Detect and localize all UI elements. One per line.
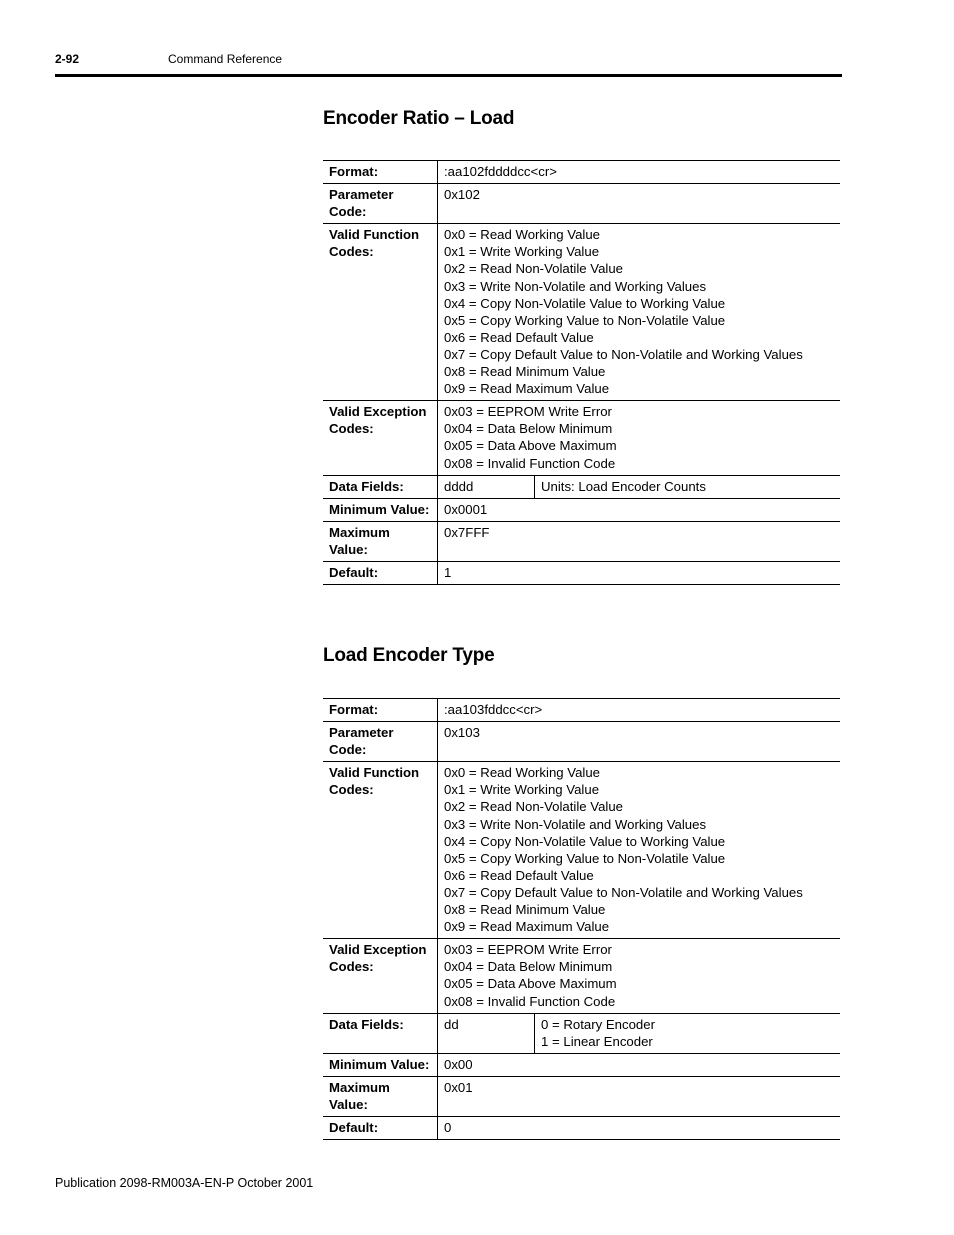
table-row xyxy=(323,1117,840,1140)
section-title-encoder-ratio-load: Encoder Ratio – Load xyxy=(323,108,515,129)
format-value: :aa103fddcc<cr> xyxy=(444,702,543,717)
list-item: 0x1 = Write Working Value xyxy=(444,782,600,798)
format-value: :aa102fddddcc<cr> xyxy=(444,164,557,179)
valid-exception-codes-label: Valid Exception Codes: xyxy=(323,939,438,1013)
running-header-title: Command Reference xyxy=(168,52,283,66)
maximum-value-label: Maximum Value: xyxy=(323,521,438,561)
table-row xyxy=(323,939,840,1013)
valid-function-codes-value xyxy=(438,224,841,401)
valid-exception-codes-value xyxy=(438,939,841,1013)
valid-exception-codes-value xyxy=(438,401,841,475)
table-row xyxy=(323,762,840,939)
list-item: 0x03 = EEPROM Write Error xyxy=(444,404,612,420)
list-item: 0 = Rotary Encoder xyxy=(541,1016,655,1032)
maximum-value-value: 0x01 xyxy=(444,1079,473,1095)
data-fields-field: dddd xyxy=(438,475,535,498)
table-row xyxy=(323,224,840,401)
header-rule xyxy=(55,74,842,77)
list-item: 0x05 = Data Above Maximum xyxy=(444,976,617,992)
format-label: Format: xyxy=(323,699,438,722)
list-item: 0x2 = Read Non-Volatile Value xyxy=(444,799,624,815)
table-row xyxy=(323,498,840,521)
list-item: 0x04 = Data Below Minimum xyxy=(444,959,613,975)
list-item: 0x0 = Read Working Value xyxy=(444,765,601,781)
parameter-code-value: 0x102 xyxy=(444,187,480,203)
list-item: 0x1 = Write Working Value xyxy=(444,244,600,260)
valid-exception-codes-label: Valid Exception Codes: xyxy=(323,401,438,475)
list-item: 0x04 = Data Below Minimum xyxy=(444,421,613,437)
list-item: 0x3 = Write Non-Volatile and Working Values xyxy=(444,816,707,832)
list-item: 0x9 = Read Maximum Value xyxy=(444,919,610,935)
minimum-value-label: Minimum Value: xyxy=(323,1053,438,1076)
list-item: 0x08 = Invalid Function Code xyxy=(444,993,616,1009)
table-row xyxy=(323,1013,840,1053)
list-item: 0x9 = Read Maximum Value xyxy=(444,381,610,397)
command-table-encoder-ratio-load xyxy=(323,160,840,585)
list-item: 0x05 = Data Above Maximum xyxy=(444,438,617,454)
list-item: 0x03 = EEPROM Write Error xyxy=(444,942,612,958)
list-item: 0x5 = Copy Working Value to Non-Volatile Value xyxy=(444,312,726,328)
table-row xyxy=(323,401,840,475)
list-item: 1 = Linear Encoder xyxy=(541,1033,653,1049)
table-row xyxy=(323,161,840,184)
table-row xyxy=(323,475,840,498)
table-row xyxy=(323,722,840,762)
publication-footer: Publication 2098-RM003A-EN-P October 2001 xyxy=(55,1176,314,1190)
list-item: 0x0 = Read Working Value xyxy=(444,227,601,243)
table-row xyxy=(323,699,840,722)
minimum-value-label: Minimum Value: xyxy=(323,498,438,521)
data-fields-label: Data Fields: xyxy=(323,475,438,498)
table-row xyxy=(323,1053,840,1076)
data-fields-label: Data Fields: xyxy=(323,1013,438,1053)
table-row xyxy=(323,184,840,224)
maximum-value-value: 0x7FFF xyxy=(444,524,490,540)
parameter-code-value: 0x103 xyxy=(444,725,480,741)
list-item: 0x6 = Read Default Value xyxy=(444,867,594,883)
page-number: 2-92 xyxy=(55,52,80,66)
minimum-value-value: 0x00 xyxy=(444,1056,473,1072)
list-item: 0x5 = Copy Working Value to Non-Volatile Value xyxy=(444,850,726,866)
list-item: 0x6 = Read Default Value xyxy=(444,329,594,345)
command-table-load-encoder-type xyxy=(323,698,840,1140)
default-value: 0 xyxy=(444,1120,452,1136)
list-item: 0x8 = Read Minimum Value xyxy=(444,364,606,380)
data-fields-field: dd xyxy=(438,1013,535,1053)
maximum-value-label: Maximum Value: xyxy=(323,1076,438,1116)
list-item: 0x08 = Invalid Function Code xyxy=(444,455,616,471)
list-item: 0x7 = Copy Default Value to Non-Volatile and Working Values xyxy=(444,346,803,362)
list-item: Units: Load Encoder Counts xyxy=(541,478,706,494)
default-label: Default: xyxy=(323,1117,438,1140)
data-fields-description xyxy=(535,475,841,498)
list-item: 0x8 = Read Minimum Value xyxy=(444,902,606,918)
table-row xyxy=(323,521,840,561)
list-item: 0x2 = Read Non-Volatile Value xyxy=(444,261,624,277)
parameter-code-label: Parameter Code: xyxy=(323,184,438,224)
list-item: 0x4 = Copy Non-Volatile Value to Working Value xyxy=(444,295,726,311)
table-row xyxy=(323,561,840,584)
valid-function-codes-value xyxy=(438,762,841,939)
list-item: 0x3 = Write Non-Volatile and Working Values xyxy=(444,278,707,294)
list-item: 0x4 = Copy Non-Volatile Value to Working Value xyxy=(444,833,726,849)
parameter-code-label: Parameter Code: xyxy=(323,722,438,762)
section-title-load-encoder-type: Load Encoder Type xyxy=(323,645,495,666)
default-label: Default: xyxy=(323,561,438,584)
list-item: 0x7 = Copy Default Value to Non-Volatile and Working Values xyxy=(444,884,803,900)
valid-function-codes-label: Valid Function Codes: xyxy=(323,224,438,401)
format-label: Format: xyxy=(323,161,438,184)
default-value: 1 xyxy=(444,564,452,580)
minimum-value-value: 0x0001 xyxy=(444,501,488,517)
data-fields-description xyxy=(535,1013,841,1053)
valid-function-codes-label: Valid Function Codes: xyxy=(323,762,438,939)
table-row xyxy=(323,1076,840,1116)
